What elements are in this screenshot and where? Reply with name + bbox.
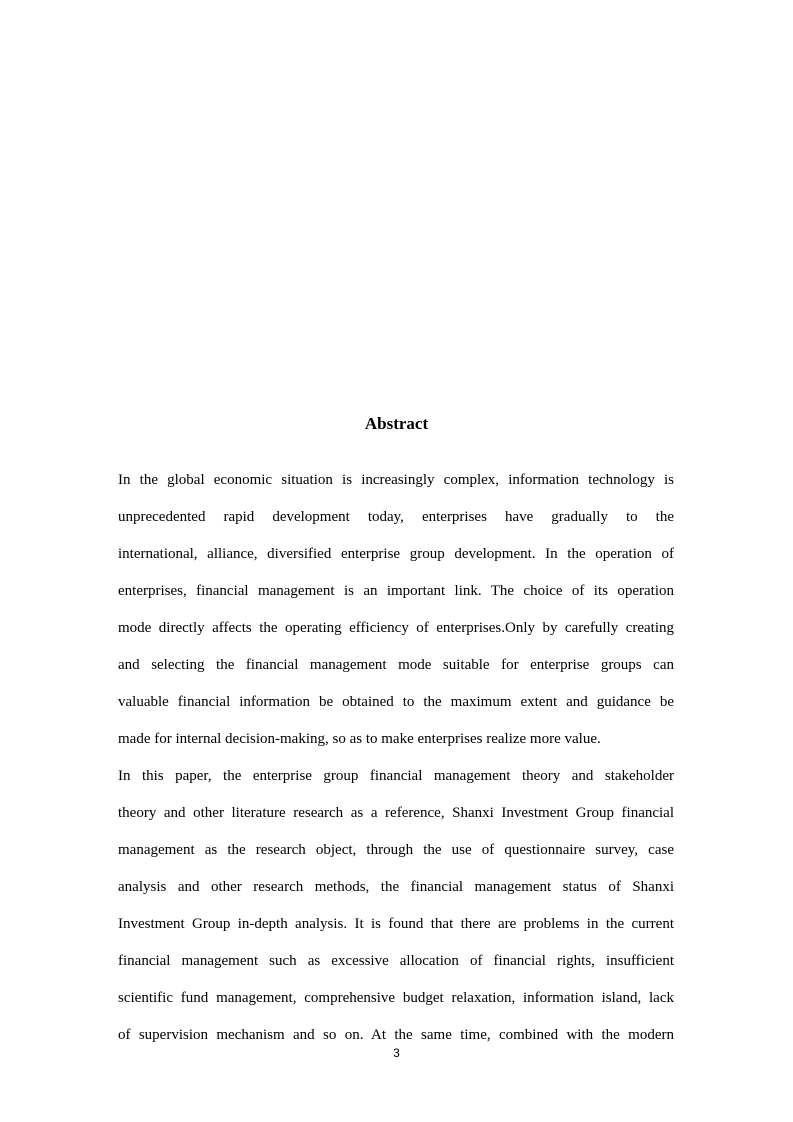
paragraph1-line-7: valuable financial information be obtained to the maximum extent and guidance be: [118, 694, 674, 710]
abstract-title: Abstract: [364, 414, 429, 433]
paragraph1-line-6: and selecting the financial management mode suitable for enterprise groups can: [118, 657, 674, 673]
paragraph2-line-4: analysis and other research methods, the financial management status of Shanxi: [118, 879, 674, 895]
paragraph1-line-5: mode directly affects the operating efficiency of enterprises.Only by carefully creating: [118, 620, 674, 636]
paragraph2-line-5: Investment Group in-depth analysis. It is found that there are problems in the current: [118, 916, 674, 932]
paragraph1-line-8: made for internal decision-making, so as to make enterprises realize more value.: [118, 731, 601, 747]
abstract-body: [118, 462, 674, 1054]
paragraph2-line-7: scientific fund management, comprehensive budget relaxation, information island, lack: [118, 990, 674, 1006]
paragraph1-line-1: In the global economic situation is increasingly complex, information technology is: [118, 472, 674, 488]
paragraph1-line-2: unprecedented rapid development today, enterprises have gradually to the: [118, 509, 674, 525]
paragraph1-line-4: enterprises, financial management is an important link. The choice of its operation: [118, 583, 674, 599]
paragraph2-line-1: In this paper, the enterprise group financial management theory and stakeholder: [118, 768, 674, 784]
paragraph2-line-8: of supervision mechanism and so on. At the same time, combined with the modern: [118, 1027, 674, 1043]
paragraph1-line-3: international, alliance, diversified enterprise group development. In the operation of: [118, 546, 674, 562]
paragraph2-line-2: theory and other literature research as a reference, Shanxi Investment Group financial: [118, 805, 674, 821]
paragraph2-line-6: financial management such as excessive allocation of financial rights, insufficient: [118, 953, 674, 969]
paragraph2-line-3: management as the research object, through the use of questionnaire survey, case: [118, 842, 674, 858]
page-number: 3: [393, 1046, 400, 1060]
